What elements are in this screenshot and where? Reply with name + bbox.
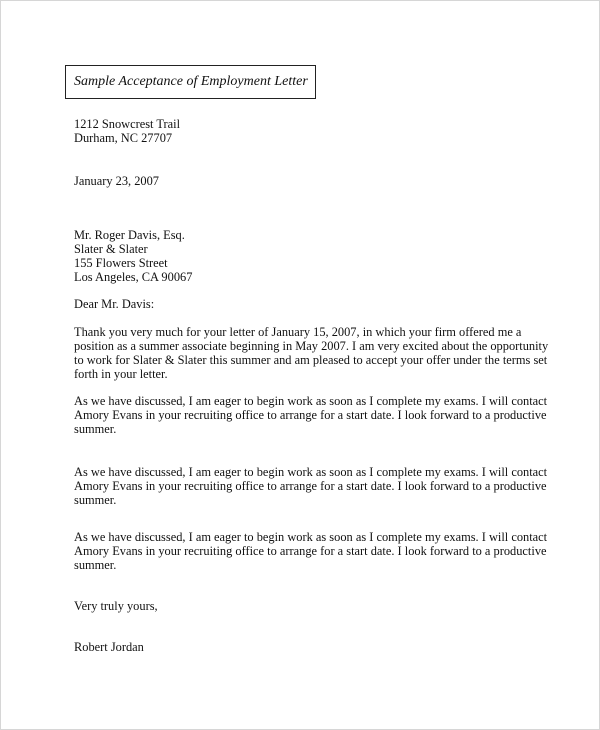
closing-text: Very truly yours, <box>74 599 158 613</box>
letter-date <box>74 174 159 188</box>
recipient-address <box>74 228 192 284</box>
paragraph-line: summer. <box>74 493 117 507</box>
recipient-line: Slater & Slater <box>74 242 148 256</box>
paragraph-line: summer. <box>74 422 117 436</box>
recipient-line: Los Angeles, CA 90067 <box>74 270 193 284</box>
paragraph-line: As we have discussed, I am eager to begin work as soon as I complete my exams. I will contact <box>74 394 548 408</box>
paragraph-4 <box>74 530 547 572</box>
paragraph-line: forth in your letter. <box>74 367 168 381</box>
paragraph-line: to work for Slater & Slater this summer and am pleased to accept your offer under the terms set <box>74 353 548 367</box>
paragraph-line: Amory Evans in your recruiting office to arrange for a start date. I look forward to a productive <box>74 544 547 558</box>
salutation <box>74 297 154 311</box>
closing <box>74 599 158 613</box>
paragraph-line: As we have discussed, I am eager to begin work as soon as I complete my exams. I will contact <box>74 530 548 544</box>
paragraph-line: Amory Evans in your recruiting office to arrange for a start date. I look forward to a productive <box>74 479 547 493</box>
paragraph-line: As we have discussed, I am eager to begin work as soon as I complete my exams. I will contact <box>74 465 548 479</box>
paragraph-line: Thank you very much for your letter of January 15, 2007, in which your firm offered me a <box>74 325 522 339</box>
salutation-text: Dear Mr. Davis: <box>74 297 155 311</box>
address-line: 1212 Snowcrest Trail <box>74 117 181 131</box>
signature <box>74 640 144 654</box>
sender-address <box>74 117 180 145</box>
paragraph-line: position as a summer associate beginning in May 2007. I am very excited about the opportunity <box>74 339 549 353</box>
paragraph-1 <box>74 325 548 381</box>
signature-name: Robert Jordan <box>74 640 144 654</box>
paragraph-2 <box>74 394 547 436</box>
paragraph-line: Amory Evans in your recruiting office to arrange for a start date. I look forward to a productive <box>74 408 547 422</box>
date-text: January 23, 2007 <box>74 174 159 188</box>
paragraph-line: summer. <box>74 558 117 572</box>
recipient-line: 155 Flowers Street <box>74 256 168 270</box>
paragraph-3 <box>74 465 547 507</box>
recipient-line: Mr. Roger Davis, Esq. <box>74 228 185 242</box>
letter-title: Sample Acceptance of Employment Letter <box>74 74 308 89</box>
title-box <box>65 65 316 99</box>
address-line: Durham, NC 27707 <box>74 131 173 145</box>
